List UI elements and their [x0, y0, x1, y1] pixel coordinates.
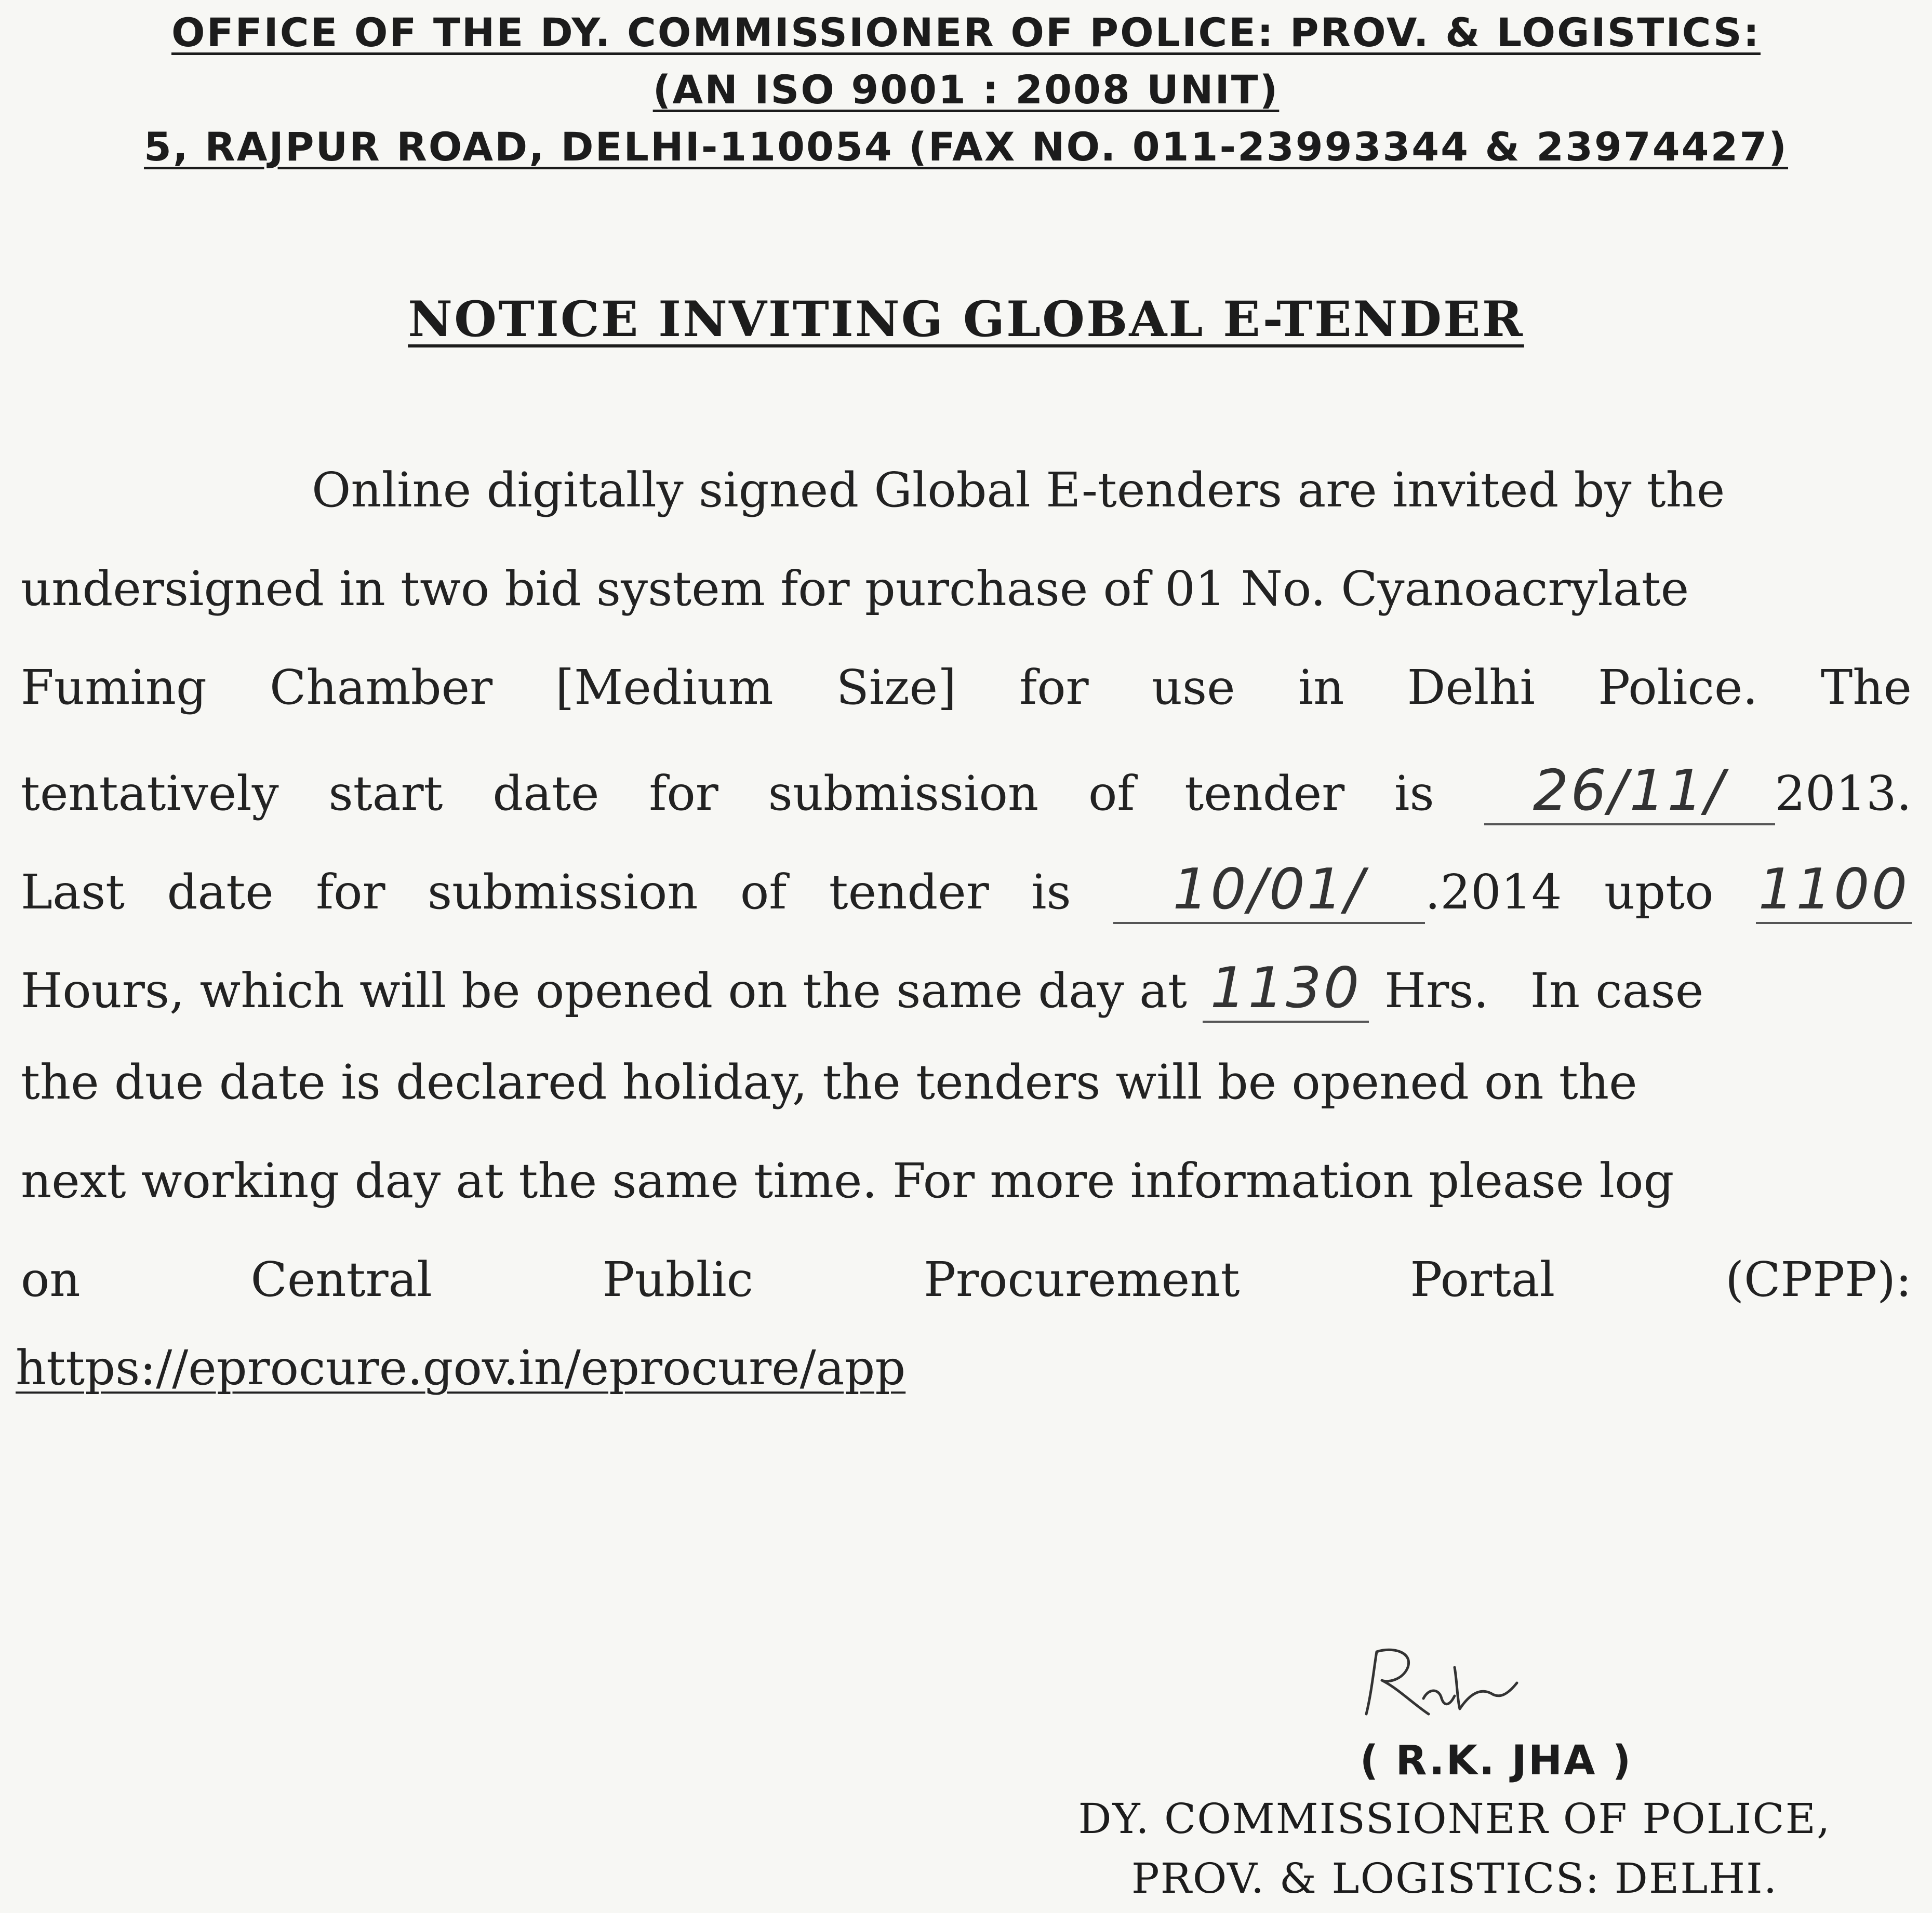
office-header-line-2: (AN ISO 9001 : 2008 UNIT): [652, 66, 1280, 113]
signatory-designation-line-1: DY. COMMISSIONER OF POLICE,: [1078, 1795, 1831, 1843]
signatory-designation-line-2: PROV. & LOGISTICS: DELHI.: [1131, 1854, 1778, 1903]
body-line-8: next working day at the same time. For more information please log: [21, 1153, 1674, 1209]
closing-hour-handwritten: 1100: [1756, 857, 1912, 924]
signature-mark: [1351, 1636, 1527, 1730]
body-line-7: the due date is declared holiday, the tenders will be opened on the: [21, 1054, 1637, 1110]
body-line-2: undersigned in two bid system for purchase of 01 No. Cyanoacrylate: [21, 561, 1689, 617]
start-date-handwritten: 26/11/: [1484, 758, 1775, 825]
body-line-3: Fuming Chamber [Medium Size] for use in Delhi Police. The: [21, 660, 1912, 715]
office-header-line-1: OFFICE OF THE DY. COMMISSIONER OF POLICE: PROV. & LOGISTICS:: [171, 9, 1761, 56]
body-line-6: Hours, which will be opened on the same day at 1130 Hrs. In case: [21, 956, 1912, 1023]
body-line-4: tentatively start date for submission of tender is 26/11/ 2013.: [21, 758, 1912, 825]
body-line-1: Online digitally signed Global E-tenders are invited by the: [312, 462, 1725, 518]
body-line-5: Last date for submission of tender is 10/01/ .2014 upto 1100: [21, 857, 1912, 924]
signatory-name: ( R.K. JHA ): [1360, 1737, 1633, 1784]
body-line-9: on Central Public Procurement Portal (CPPP):: [21, 1252, 1912, 1307]
opening-time-handwritten: 1130: [1203, 956, 1369, 1023]
notice-title: NOTICE INVITING GLOBAL E-TENDER: [408, 291, 1524, 348]
cppp-portal-link[interactable]: https://eprocure.gov.in/eprocure/app: [16, 1340, 906, 1396]
last-date-handwritten: 10/01/: [1113, 857, 1425, 924]
office-header-line-3: 5, RAJPUR ROAD, DELHI-110054 (FAX NO. 011-23993344 & 23974427): [143, 124, 1789, 170]
